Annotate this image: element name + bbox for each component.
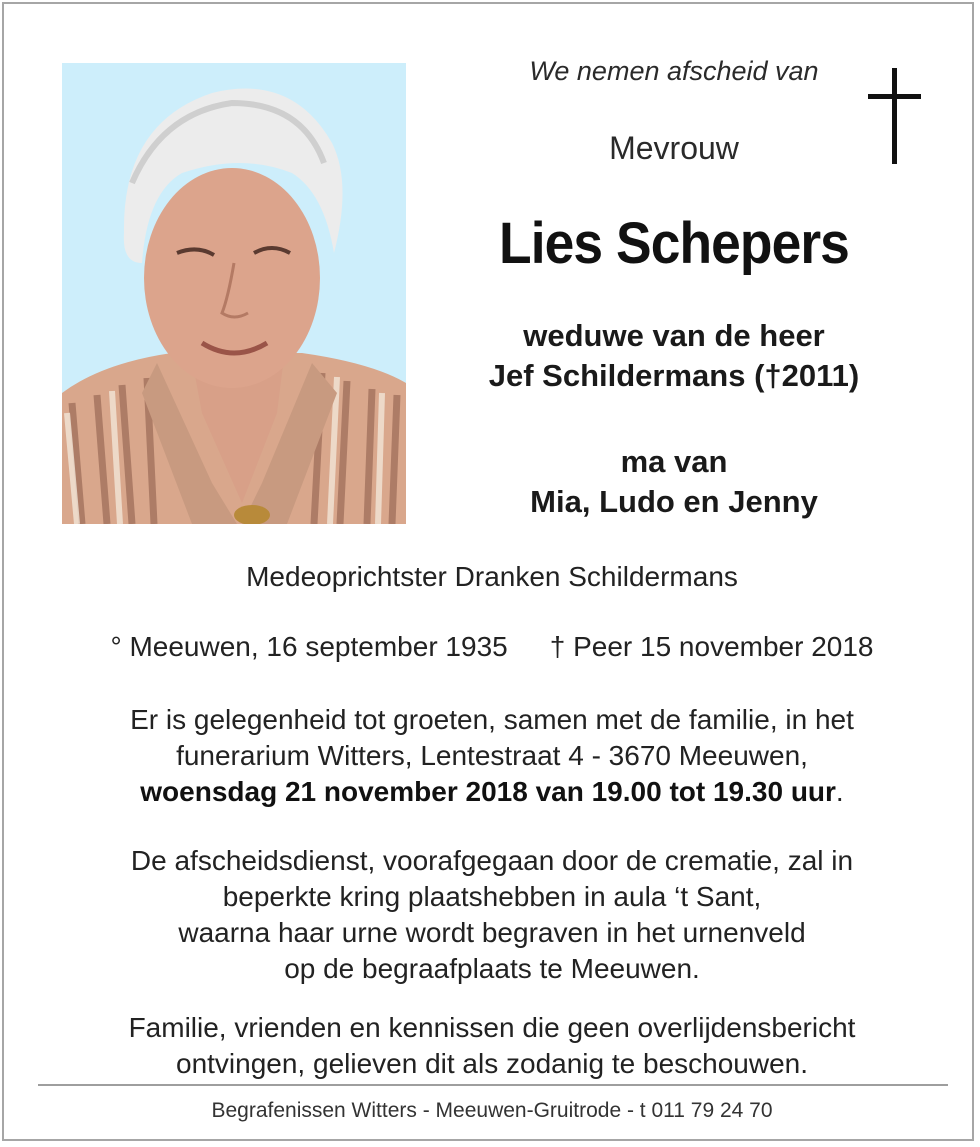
latin-cross-icon [864, 68, 928, 166]
visitation-line-3 [4, 774, 980, 810]
service-line-2: beperkte kring plaatshebben in aula ‘t Sant, [222, 881, 762, 912]
honorific: Mevrouw [609, 130, 739, 166]
service-line-1: De afscheidsdienst, voorafgegaan door de crematie, zal in [130, 845, 854, 876]
death-date: † Peer 15 november 2018 [549, 631, 874, 662]
visitation-datetime: woensdag 21 november 2018 van 19.00 tot 19.30 uur [140, 776, 836, 807]
visitation-paragraph [4, 702, 980, 810]
children-line-1: ma van [620, 444, 728, 479]
company-line: Medeoprichtster Dranken Schildermans [246, 561, 738, 592]
portrait-photo [62, 63, 406, 524]
service-line-4: op de begraafplaats te Meeuwen. [284, 953, 700, 984]
obituary-card [2, 2, 974, 1141]
visitation-period: . [835, 776, 844, 807]
visitation-line-2: funerarium Witters, Lentestraat 4 - 3670 Meeuwen, [176, 740, 808, 771]
service-line-3: waarna haar urne wordt begraven in het urnenveld [178, 917, 806, 948]
closing-line-2: ontvingen, gelieven dit als zodanig te beschouwen. [176, 1048, 808, 1079]
deceased-name: Lies Schepers [499, 211, 849, 276]
children-line-2: Mia, Ludo en Jenny [530, 484, 818, 519]
life-dates [4, 629, 980, 665]
footer-divider [38, 1084, 948, 1086]
spouse-line-2: Jef Schildermans (†2011) [488, 358, 860, 393]
closing-paragraph [4, 1010, 980, 1082]
visitation-line-1: Er is gelegenheid tot groeten, samen met de familie, in het [130, 704, 854, 735]
funeral-home-footer: Begrafenissen Witters - Meeuwen-Gruitrode - t 011 79 24 70 [211, 1099, 773, 1122]
spouse-line-1: weduwe van de heer [523, 318, 825, 353]
closing-line-1: Familie, vrienden en kennissen die geen overlijdensbericht [128, 1012, 856, 1043]
service-paragraph [4, 843, 980, 987]
intro-text: We nemen afscheid van [529, 56, 819, 86]
birth-date: ° Meeuwen, 16 september 1935 [110, 631, 508, 662]
